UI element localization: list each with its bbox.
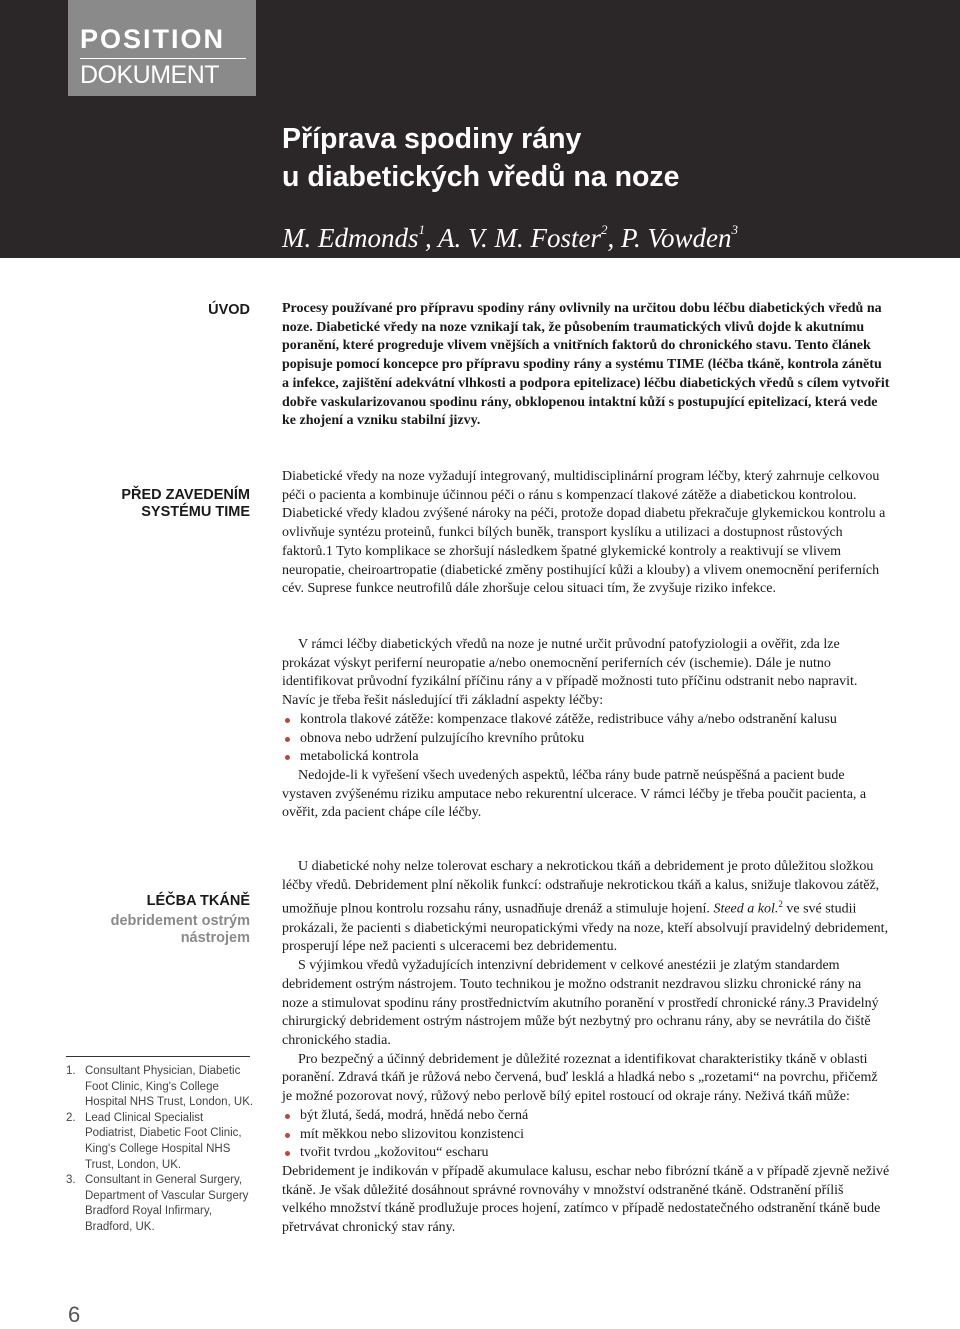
author-1-sup: 1 [418, 222, 425, 237]
section-heading-uvod: ÚVOD [208, 302, 250, 318]
bullet-text: tvořit tvrdou „kožovitou“ escharu [300, 1145, 489, 1161]
section-heading-pred [50, 487, 250, 521]
list-item [282, 1144, 890, 1163]
footnote-divider [66, 1056, 250, 1057]
list-item [282, 730, 890, 749]
author-1: M. Edmonds [282, 223, 419, 253]
lecba-p1-part-a: U diabetické nohy nelze tolerovat eschary a nekrotickou tkáň a debridement je proto důležitou složkou léčby vředů. Debridement plní několik funkcí: odstraňuje nekrotickou tkáň a kalus, snižuje tlakovou zátěž, umožňuje plnou kontrolu rozsahu rány, usnadňuje drenáž a stimuluje hojení. [282, 859, 880, 918]
section-subheading-line-2: nástrojem [180, 930, 250, 946]
position-document-logo [68, 0, 256, 96]
pred-p2: V rámci léčby diabetických vředů na noze je nutné určit průvodní patofyziologii a ověřit, zda lze prokázat výskyt periferní neuropatie a/nebo onemocnění periferních cév (ischemie). Dále je nutno identifikovat průvodní fyzikální příčinu rány a v případě možnosti tuto příčinu odstranit nebo napravit. Navíc je třeba řešit následující tři základní aspekty léčby: [282, 637, 858, 709]
list-item [282, 748, 890, 767]
logo-title: POSITION [80, 24, 226, 54]
bullet-text: být žlutá, šedá, modrá, hnědá nebo černá [300, 1107, 529, 1123]
lecba-p4: Debridement je indikován v případě akumulace kalusu, eschar nebo fibrózní tkáně a v případě zjevně neživé tkáně. Je však důležité dosáhnout správné rovnováhy v množství odstraněné tkáně. Odstranění příliš velkého množství tkáně prodlužuje proces hojení, zatímco v případě nedostatečného odstranění tkáně bude přetrvávat chronický stav rány. [282, 1163, 890, 1236]
author-footnotes [66, 1064, 256, 1236]
logo-subtitle: DOKUMENT [80, 61, 220, 89]
list-item [282, 1107, 890, 1126]
footnote-text: Consultant Physician, Diabetic Foot Clinic, King's College Hospital NHS Trust, London, UK. [85, 1065, 254, 1109]
logo-divider [80, 58, 246, 59]
section-subheading-line-1: debridement ostrým [110, 913, 250, 929]
pred-paragraph-1 [282, 468, 890, 599]
footnote-number: 1. [66, 1065, 76, 1077]
bullet-text: metabolická kontrola [300, 749, 419, 765]
bullet-text: kontrola tlakové zátěže: kompenzace tlakové zátěže, redistribuce váhy a/nebo odstranění kalusu [300, 711, 837, 727]
lecba-p1-citation-sup: 2 [778, 899, 783, 910]
bullet-icon [285, 737, 290, 742]
pred-p3: Nedojde-li k vyřešení všech uvedených aspektů, léčba rány bude patrně neúspěšná a pacient bude vystaven zvýšenému riziku amputace nebo rekurentní ulcerace. V rámci léčby je třeba poučit pacienta, a ověřit, zda pacient chápe cíle léčby. [282, 767, 867, 821]
list-item [282, 1126, 890, 1145]
author-2: , A. V. M. Foster [425, 223, 602, 253]
lecba-p1-citation: Steed a kol. [713, 902, 779, 918]
bullet-icon [285, 1114, 290, 1119]
bullet-icon [285, 755, 290, 760]
pred-p1: Diabetické vředy na noze vyžadují integrovaný, multidisciplinární program léčby, který zahrnuje celkovou péči o pacienta a kombinuje účinnou péči o ránu s kompenzací tlakové zátěže a diabetickou kontrolou. Diabetické vředy kladou zvýšené nároky na péči, protože dopad diabetu překračuje glykemickou kontrolu a ovlivňuje syntézu proteinů, funkci bílých buněk, transport kyslíku a utilizaci a dostupnost růstových faktorů.1 Tyto komplikace se zhoršují následkem špatné glykemické kontroly a reaktivují se vlivem neuropatie, cheiroartropatie (diabetické změny postihující kůži a klouby) a vlivem onemocnění periferních cév. Suprese funkce neutrofilů dále zhoršuje celou situaci tím, že zvyšuje riziko infekce. [282, 469, 886, 597]
footnote-number: 3. [66, 1174, 76, 1187]
footnote-item [66, 1111, 256, 1173]
bullet-icon [285, 1133, 290, 1138]
lecba-p1-part-b: ve své studii prokázali, že pacienti s diabetickými neuropatickými vředy na noze, kteří absolvují pravidelný debridement, prosperují lépe než pacienti s ulceracemi bez debridementu. [282, 902, 889, 955]
title-line-2: u diabetických vředů na noze [282, 161, 680, 193]
lecba-p2: S výjimkou vředů vyžadujících intenzivní debridement v celkové anestézii je zlatým standardem debridement ostrým nástrojem. Touto technikou je možno odstranit nezdravou slizku chronické rány na noze a stimulovat spodinu rány prostřednictvím akutního poranění v prostředí chronické rány.3 Pravidelný chirurgický debridement ostrým nástrojem může být nezbytný pro ochranu rány, aby se nevrátila do čiště chronického stadia. [282, 958, 879, 1048]
header-band [0, 0, 960, 258]
list-item [282, 711, 890, 730]
author-2-sup: 2 [601, 222, 608, 237]
pred-bullet-list [282, 711, 890, 767]
page-number: 6 [68, 1302, 81, 1327]
pred-section-cont [282, 636, 890, 823]
lecba-bullet-list [282, 1107, 890, 1163]
footnote-item [66, 1173, 256, 1235]
section-subheading-lecba [50, 913, 250, 947]
section-heading-pred-line-1: PŘED ZAVEDENÍM [121, 487, 250, 503]
bullet-icon [285, 1151, 290, 1156]
footnote-text: Consultant in General Surgery, Department of Vascular Surgery Bradford Royal Infirmary, Bradford, UK. [85, 1174, 249, 1233]
lecba-p1 [282, 858, 890, 957]
title-line-1: Příprava spodiny rány [282, 123, 582, 155]
bullet-icon [285, 718, 290, 723]
author-3-sup: 3 [731, 222, 739, 237]
authors [282, 222, 922, 254]
author-3: , P. Vowden [607, 223, 732, 253]
footnote-item [66, 1064, 256, 1111]
footnote-number: 2. [66, 1111, 76, 1124]
section-heading-pred-line-2: SYSTÉMU TIME [141, 504, 250, 520]
intro-paragraph: Procesy používané pro přípravu spodiny rány ovlivnily na určitou dobu léčbu diabetických vředů na noze. Diabetické vředy na noze vznikají tak, že působením traumatických vlivů dojde k akutnímu poranění, které progreduje vlivem vnějších a vnitřních faktorů do chronického stavu. Tento článek popisuje pomocí koncepce pro přípravu spodiny rány a systému TIME (léčba tkáně, kontrola zánětu a infekce, zajištění adekvátní vlhkosti a podpora epitelizace) léčbu diabetických vředů s cílem vytvořit dobře vaskularizovanou spodinu rány, obklopenou intaktní kůží s postupující epitelizací, která vede ke zhojení a vzniku stabilní jizvy. [282, 301, 890, 429]
lecba-section [282, 858, 890, 1238]
section-heading-lecba: LÉČBA TKÁNĚ [146, 893, 250, 909]
lecba-p3: Pro bezpečný a účinný debridement je důležité rozeznat a identifikovat charakteristiky tkáně v oblasti poranění. Zdravá tkáň je růžová nebo červená, buď lesklá a hladká nebo s „rozetami“ na povrchu, přičemž je možné pozorovat nový, růžový nebo perlově bílý epitel rostoucí od okraje rány. Neživá tkáň může: [282, 1051, 878, 1105]
bullet-text: obnova nebo udržení pulzujícího krevního průtoku [300, 730, 585, 746]
article-title [282, 120, 922, 196]
bullet-text: mít měkkou nebo slizovitou konzistenci [300, 1126, 524, 1142]
footnote-text: Lead Clinical Specialist Podiatrist, Diabetic Foot Clinic, King's College Hospital NHS Trust, London, UK. [85, 1111, 242, 1171]
